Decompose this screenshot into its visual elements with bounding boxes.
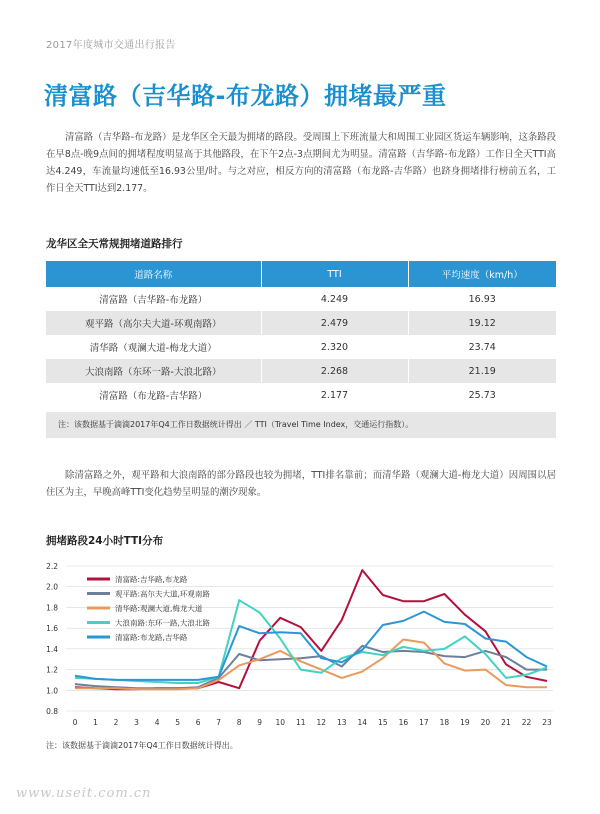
legend-label: 清富路:布龙路,吉华路 [115, 633, 188, 642]
x-tick-label: 16 [398, 718, 409, 727]
chart-note: 注：该数据基于滴滴2017年Q4工作日数据统计得出。 [46, 741, 238, 750]
tti-cell: 4.249 [261, 287, 408, 311]
y-tick-label: 1.4 [46, 644, 58, 654]
x-tick-label: 21 [501, 718, 511, 727]
x-tick-label: 10 [275, 718, 285, 727]
x-tick-label: 19 [460, 718, 470, 727]
report-header: 2017年度城市交通出行报告 [46, 40, 176, 51]
table-note: 注：该数据基于滴滴2017年Q4工作日数据统计得出 ／ TTI（Travel Time Index，交通运行指数）。 [46, 412, 556, 438]
speed-cell: 19.12 [408, 311, 556, 335]
chart-title: 拥堵路段24小时TTI分布 [46, 535, 164, 547]
y-tick-label: 2.0 [46, 582, 58, 592]
x-tick-label: 0 [72, 718, 78, 727]
x-tick-label: 8 [236, 718, 242, 727]
speed-cell: 21.19 [408, 359, 556, 383]
legend-label: 清富路:吉华路,布龙路 [115, 575, 188, 584]
y-tick-label: 2.2 [46, 562, 58, 571]
watermark: www.useit.com.cn [16, 786, 152, 801]
x-tick-label: 22 [521, 718, 532, 727]
tti-cell: 2.320 [261, 335, 408, 359]
tti-cell: 2.268 [261, 359, 408, 383]
legend-label: 观平路:高尔夫大道,环观南路 [115, 589, 210, 599]
column-header-road: 道路名称 [46, 261, 261, 287]
road-name-cell: 清富路（吉华路-布龙路） [46, 287, 261, 311]
tti-cell: 2.479 [261, 311, 408, 335]
x-tick-label: 2 [113, 718, 119, 727]
road-name-cell: 观平路（高尔夫大道-环观南路） [46, 311, 261, 335]
column-header-speed: 平均速度（km/h） [408, 261, 556, 287]
x-tick-label: 4 [154, 718, 160, 727]
table-title: 龙华区全天常规拥堵道路排行 [46, 238, 183, 250]
x-tick-label: 5 [175, 718, 180, 727]
page-title: 清富路（吉华路-布龙路）拥堵最严重 [44, 82, 447, 110]
legend-label: 清华路:观澜大道,梅龙大道 [115, 604, 203, 613]
x-tick-label: 13 [337, 718, 347, 727]
x-tick-label: 23 [542, 718, 552, 727]
x-tick-label: 9 [257, 718, 263, 727]
x-tick-label: 7 [216, 718, 222, 727]
road-name-cell: 清富路（布龙路-吉华路） [46, 383, 261, 407]
road-name-cell: 清华路（观澜大道-梅龙大道） [46, 335, 261, 359]
x-tick-label: 12 [316, 718, 327, 727]
second-paragraph: 除清富路之外，观平路和大浪南路的部分路段也较为拥堵，TTI排名靠前；而清华路（观澜大道-梅龙大道）因周围以居住区为主，早晚高峰TTI变化趋势呈明显的潮汐现象。 [46, 470, 556, 498]
x-tick-label: 3 [134, 718, 139, 727]
column-header-tti: TTI [261, 261, 408, 287]
intro-paragraph: 清富路（吉华路-布龙路）是龙华区全天最为拥堵的路段。受周围上下班流量大和周围工业园区货运车辆影响，这条路段在早8点-晚9点间的拥堵程度明显高于其他路段，在下午2点-3点期间尤为明显。清富路（吉华路-布龙路）工作日全天TTI高达4.249，车流量均速低至16.93公里/时。与之对应，相反方向的清富路（布龙路-吉华路）也跻身拥堵排行榜前五名，工作日全天TTI达到2.177。 [46, 132, 556, 194]
x-tick-label: 17 [419, 718, 429, 727]
x-tick-label: 15 [378, 718, 388, 727]
road-name-cell: 大浪南路（东环一路-大浪北路） [46, 359, 261, 383]
y-tick-label: 1.8 [46, 603, 58, 613]
speed-cell: 25.73 [408, 383, 556, 407]
y-tick-label: 1.2 [46, 665, 58, 675]
x-tick-label: 20 [480, 718, 491, 727]
tti-cell: 2.177 [261, 383, 408, 407]
y-tick-label: 1.0 [46, 686, 58, 696]
x-tick-label: 11 [295, 718, 306, 727]
x-tick-label: 14 [357, 718, 368, 727]
speed-cell: 16.93 [408, 287, 556, 311]
speed-cell: 23.74 [408, 335, 556, 359]
x-tick-label: 6 [195, 718, 201, 727]
y-tick-label: 1.6 [46, 624, 58, 634]
y-tick-label: 0.8 [46, 707, 58, 716]
x-tick-label: 1 [93, 718, 98, 727]
legend-label: 大浪南路:东环一路,大浪北路 [115, 618, 210, 628]
x-tick-label: 18 [439, 718, 450, 727]
